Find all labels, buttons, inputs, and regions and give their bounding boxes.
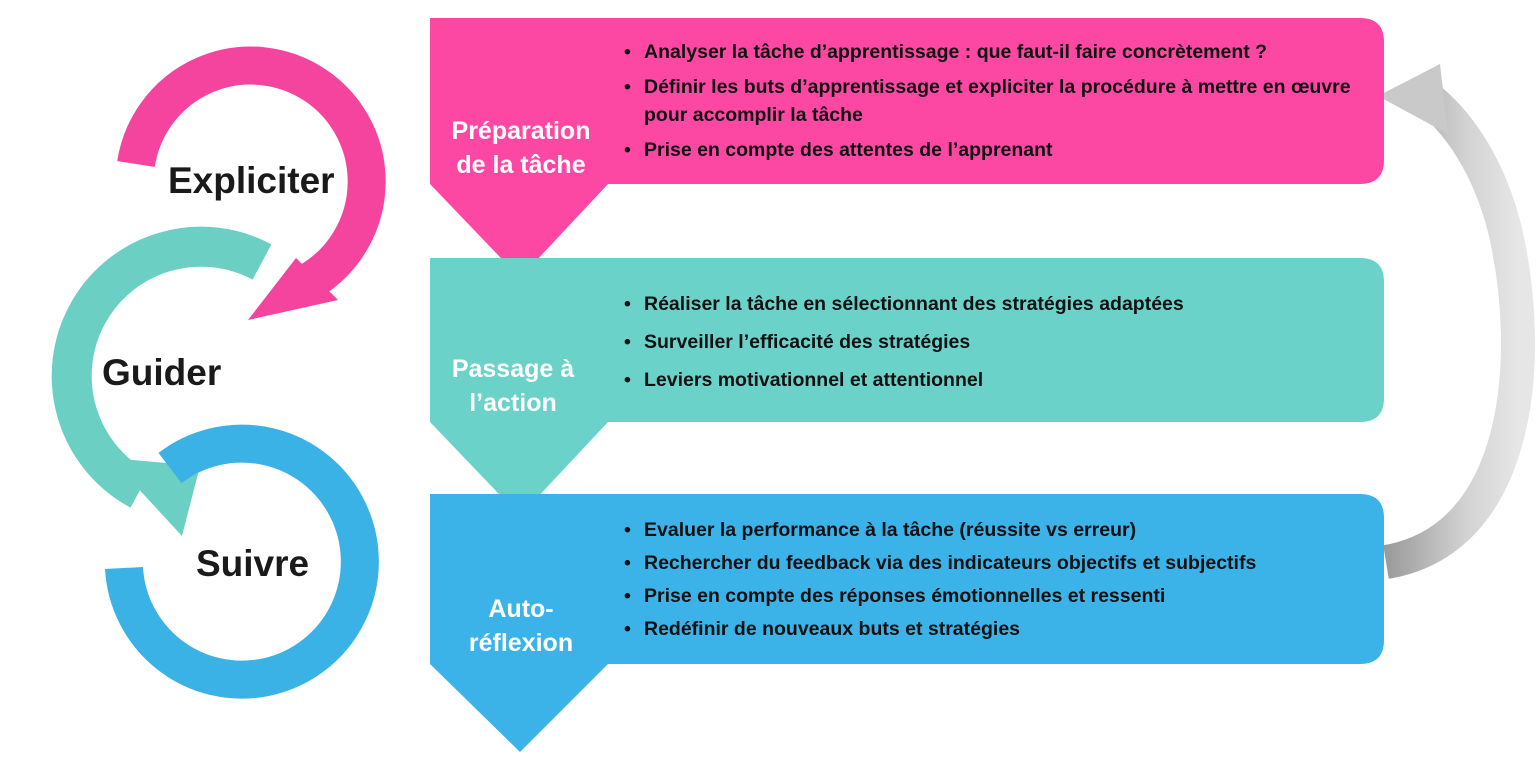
- loop-arrow: [1386, 92, 1518, 562]
- ring-label-guider: Guider: [102, 352, 222, 393]
- bullet-list-preparation: [622, 38, 1382, 171]
- bullet-item: • Evaluer la performance à la tâche (réussite vs erreur): [622, 515, 1382, 545]
- phase-title-line: Préparation: [451, 117, 591, 145]
- bullet-list-action: [622, 290, 1362, 404]
- bullet-item: • Surveiller l’efficacité des stratégies: [622, 328, 1362, 356]
- bullet-item: • Définir les buts d’apprentissage et expliciter la procédure à mettre en œuvre pour accomplir la tâche: [622, 73, 1382, 129]
- bullet-item: • Analyser la tâche d’apprentissage : que faut-il faire concrètement ?: [622, 38, 1382, 66]
- phase-title-line: l’action: [469, 389, 557, 417]
- phase-title-line: réflexion: [468, 629, 574, 657]
- phase-title-preparation: [436, 114, 606, 182]
- loop-arrow-head: [1378, 64, 1448, 134]
- bullet-item: • Prise en compte des attentes de l’apprenant: [622, 136, 1382, 164]
- ring-label-suivre: Suivre: [196, 543, 310, 584]
- phase-title-line: Passage à: [451, 355, 575, 383]
- bullet-item: • Redéfinir de nouveaux buts et stratégies: [622, 614, 1382, 644]
- bullet-item: • Rechercher du feedback via des indicateurs objectifs et subjectifs: [622, 548, 1382, 578]
- bullet-list-autoreflexion: [622, 515, 1382, 647]
- bullet-item: • Réaliser la tâche en sélectionnant des stratégies adaptées: [622, 290, 1362, 318]
- bullet-item: • Prise en compte des réponses émotionnelles et ressenti: [622, 581, 1382, 611]
- ring-label-expliciter: Expliciter: [168, 160, 335, 201]
- phase-title-line: de la tâche: [456, 151, 586, 179]
- phase-title-autoreflexion: [436, 592, 606, 660]
- phase-title-line: Auto-: [488, 595, 554, 623]
- bullet-item: • Leviers motivationnel et attentionnel: [622, 366, 1362, 394]
- phase-title-action: [428, 352, 598, 420]
